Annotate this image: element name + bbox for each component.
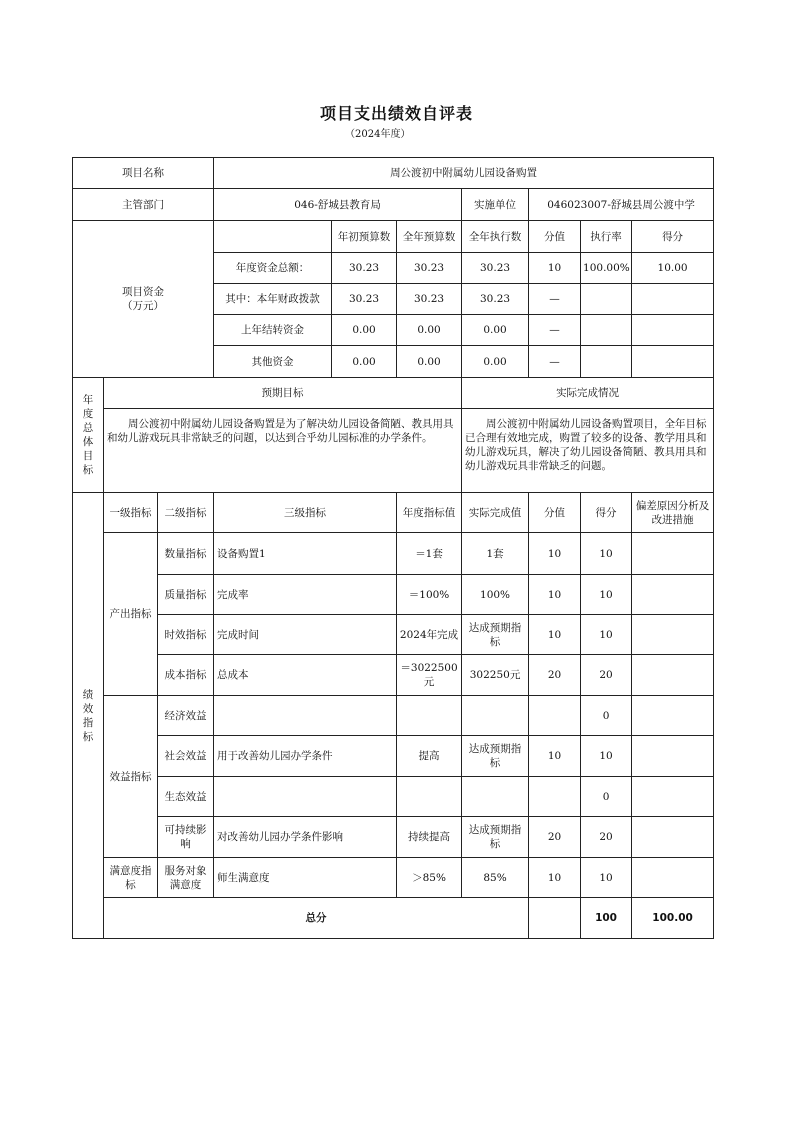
goals-label-char: 目: [82, 450, 94, 462]
total-row: [73, 898, 714, 939]
indicator-row: [73, 777, 714, 817]
annual-target: ＞85%: [397, 858, 462, 898]
funds-cell: 0.00: [397, 315, 462, 346]
score: 20: [581, 817, 632, 858]
score-value: 20: [529, 655, 581, 696]
performance-label-char: 效: [82, 702, 94, 715]
funds-cell: 100.00%: [581, 253, 632, 284]
goals-label-char: 年: [82, 394, 94, 406]
actual-value: 1套: [462, 533, 529, 575]
annual-target: [397, 696, 462, 736]
indicator-row: [73, 533, 714, 575]
performance-label: [73, 493, 104, 939]
department-row: [73, 189, 714, 221]
actual-completion-text: 周公渡初中附属幼儿园设备购置项目，全年目标已合理有效地完成，购置了较多的设备、教学用具和幼儿游戏玩具，解决了幼儿园设备简陋、教具用具和幼儿游戏玩具非常缺乏的问题。: [462, 409, 714, 493]
level2-indicator: 数量指标: [158, 533, 214, 575]
score-value: [529, 696, 581, 736]
actual-value: 达成预期指标: [462, 817, 529, 858]
funds-header-cell: 得分: [632, 221, 714, 253]
implementing-unit-value: 046023007-舒城县周公渡中学: [529, 189, 714, 221]
funds-header-cell: 全年预算数: [397, 221, 462, 253]
funds-cell: —: [529, 346, 581, 378]
level1-indicator: 产出指标: [104, 533, 158, 696]
deviation-note: [632, 858, 714, 898]
deviation-note: [632, 777, 714, 817]
score-value: 20: [529, 817, 581, 858]
project-name-row: [73, 158, 714, 189]
perf-header-cell: 年度指标值: [397, 493, 462, 533]
level3-indicator: 对改善幼儿园办学条件影响: [214, 817, 397, 858]
goals-label-char: 总: [82, 422, 94, 434]
funds-cell: 30.23: [332, 284, 397, 315]
funds-cell: —: [529, 315, 581, 346]
perf-header-cell: 一级指标: [104, 493, 158, 533]
funds-label-line1: 项目资金: [122, 286, 165, 298]
project-name-value: 周公渡初中附属幼儿园设备购置: [214, 158, 714, 189]
funds-cell: 30.23: [397, 284, 462, 315]
department-label: 主管部门: [73, 189, 214, 221]
indicator-row: [73, 575, 714, 615]
deviation-note: [632, 736, 714, 777]
deviation-note: [632, 696, 714, 736]
annual-target: 提高: [397, 736, 462, 777]
annual-target: 2024年完成: [397, 615, 462, 655]
actual-value: 302250元: [462, 655, 529, 696]
funds-cell: 10.00: [632, 253, 714, 284]
funds-cell: —: [529, 284, 581, 315]
funds-header-cell: 年初预算数: [332, 221, 397, 253]
deviation-note: [632, 817, 714, 858]
implementing-unit-label: 实施单位: [462, 189, 529, 221]
funds-cell: [632, 284, 714, 315]
indicator-row: [73, 817, 714, 858]
actual-value: 100%: [462, 575, 529, 615]
actual-completion-header: 实际完成情况: [462, 378, 714, 409]
level2-indicator: 社会效益: [158, 736, 214, 777]
funds-cell: 0.00: [332, 346, 397, 378]
funds-cell: [581, 346, 632, 378]
level2-indicator: 成本指标: [158, 655, 214, 696]
level2-indicator: 服务对象满意度: [158, 858, 214, 898]
score: 0: [581, 777, 632, 817]
goals-content-row: [73, 409, 714, 493]
goals-header-row: [73, 378, 714, 409]
total-score-value: 100: [581, 898, 632, 939]
annual-target: ＝3022500元: [397, 655, 462, 696]
level1-indicator: 满意度指标: [104, 858, 158, 898]
deviation-note: [632, 615, 714, 655]
funds-cell: [581, 284, 632, 315]
indicator-row: [73, 858, 714, 898]
annual-target: ＝100%: [397, 575, 462, 615]
score: 20: [581, 655, 632, 696]
perf-header-cell: 偏差原因分析及改进措施: [632, 493, 714, 533]
funds-header-blank: [214, 221, 332, 253]
funds-cell: 30.23: [332, 253, 397, 284]
funds-cell: [581, 315, 632, 346]
funds-cell: 0.00: [462, 315, 529, 346]
level3-indicator: [214, 696, 397, 736]
indicator-row: [73, 615, 714, 655]
level2-indicator: 生态效益: [158, 777, 214, 817]
perf-header-cell: 分值: [529, 493, 581, 533]
level3-indicator: [214, 777, 397, 817]
funds-row-label: 年度资金总额：: [214, 253, 332, 284]
funds-cell: 0.00: [462, 346, 529, 378]
actual-value: 达成预期指标: [462, 615, 529, 655]
perf-header-cell: 得分: [581, 493, 632, 533]
goals-label-char: 度: [82, 408, 94, 420]
funds-row-label: 其他资金: [214, 346, 332, 378]
goals-label-char: 标: [82, 464, 94, 476]
score: 10: [581, 615, 632, 655]
performance-label-char: 指: [82, 716, 94, 729]
performance-header-row: [73, 493, 714, 533]
score: 10: [581, 533, 632, 575]
perf-header-cell: 实际完成值: [462, 493, 529, 533]
total-blank: [529, 898, 581, 939]
funds-label: [73, 221, 214, 378]
score-value: 10: [529, 533, 581, 575]
funds-cell: 0.00: [397, 346, 462, 378]
funds-row-label: 其中：本年财政拨款: [214, 284, 332, 315]
funds-header-cell: 执行率: [581, 221, 632, 253]
funds-cell: 30.23: [462, 253, 529, 284]
performance-label-char: 绩: [82, 688, 94, 701]
indicator-row: [73, 696, 714, 736]
funds-row-label: 上年结转资金: [214, 315, 332, 346]
annual-target: ＝1套: [397, 533, 462, 575]
score-value: 10: [529, 575, 581, 615]
actual-value: 达成预期指标: [462, 736, 529, 777]
score: 0: [581, 696, 632, 736]
score: 10: [581, 858, 632, 898]
deviation-note: [632, 575, 714, 615]
level1-indicator: 效益指标: [104, 696, 158, 858]
funds-label-line2: （万元）: [122, 300, 165, 312]
level2-indicator: 经济效益: [158, 696, 214, 736]
funds-cell: [632, 346, 714, 378]
total-score: 100.00: [632, 898, 714, 939]
funds-cell: 30.23: [397, 253, 462, 284]
score-value: 10: [529, 615, 581, 655]
level2-indicator: 质量指标: [158, 575, 214, 615]
score-value: [529, 777, 581, 817]
level2-indicator: 时效指标: [158, 615, 214, 655]
level2-indicator: 可持续影响: [158, 817, 214, 858]
annual-target: [397, 777, 462, 817]
funds-header-cell: 全年执行数: [462, 221, 529, 253]
score-value: 10: [529, 858, 581, 898]
project-name-label: 项目名称: [73, 158, 214, 189]
indicator-row: [73, 736, 714, 777]
performance-label-char: 标: [82, 730, 94, 743]
level3-indicator: 用于改善幼儿园办学条件: [214, 736, 397, 777]
goals-label: [73, 378, 104, 493]
indicator-row: [73, 655, 714, 696]
document-title: 项目支出绩效自评表: [319, 104, 473, 123]
perf-header-cell: 二级指标: [158, 493, 214, 533]
funds-cell: 30.23: [462, 284, 529, 315]
goals-label-char: 体: [82, 436, 94, 448]
score-value: 10: [529, 736, 581, 777]
level3-indicator: 设备购置1: [214, 533, 397, 575]
funds-header-row: [73, 221, 714, 253]
level3-indicator: 总成本: [214, 655, 397, 696]
funds-cell: [632, 315, 714, 346]
actual-value: [462, 777, 529, 817]
department-value: 046-舒城县教育局: [214, 189, 462, 221]
evaluation-table: [72, 157, 714, 939]
deviation-note: [632, 533, 714, 575]
total-label: 总分: [104, 898, 529, 939]
funds-header-cell: 分值: [529, 221, 581, 253]
funds-cell: 10: [529, 253, 581, 284]
document-subtitle: （2024年度）: [345, 129, 411, 140]
score: 10: [581, 736, 632, 777]
expected-goal-header: 预期目标: [104, 378, 462, 409]
level3-indicator: 完成率: [214, 575, 397, 615]
funds-cell: 0.00: [332, 315, 397, 346]
actual-value: 85%: [462, 858, 529, 898]
level3-indicator: 完成时间: [214, 615, 397, 655]
actual-value: [462, 696, 529, 736]
score: 10: [581, 575, 632, 615]
level3-indicator: 师生满意度: [214, 858, 397, 898]
annual-target: 持续提高: [397, 817, 462, 858]
expected-goal-text: 周公渡初中附属幼儿园设备购置是为了解决幼儿园设备简陋、教具用具和幼儿游戏玩具非常缺乏的问题，以达到合乎幼儿园标准的办学条件。: [104, 409, 462, 493]
deviation-note: [632, 655, 714, 696]
perf-header-cell: 三级指标: [214, 493, 397, 533]
